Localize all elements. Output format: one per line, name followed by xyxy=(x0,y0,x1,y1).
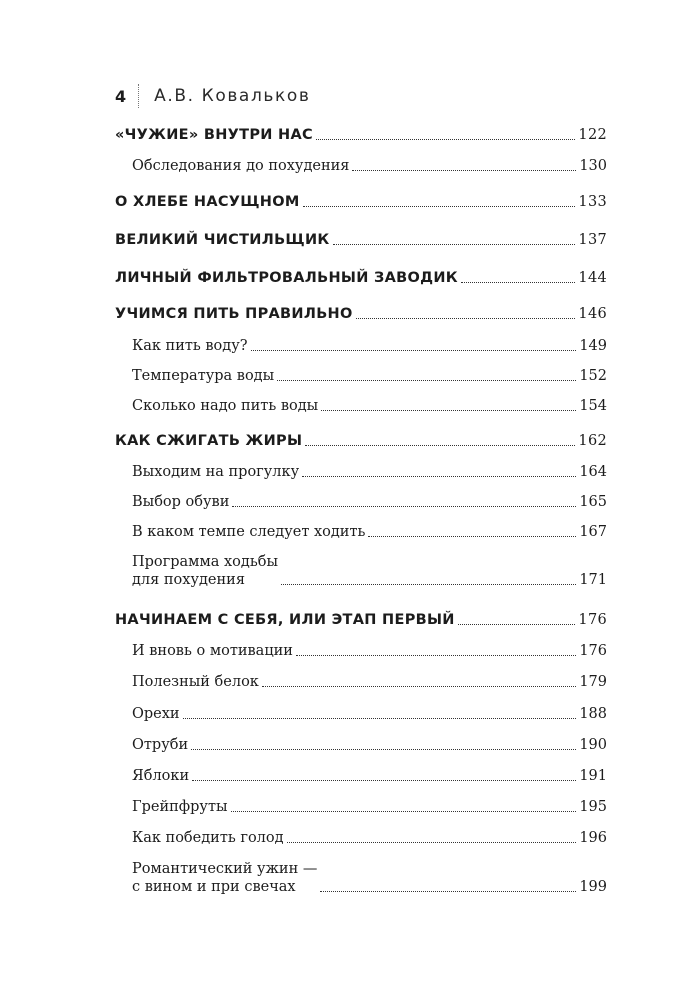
toc-title: Программа ходьбы для похудения xyxy=(132,554,278,588)
toc-page: 190 xyxy=(579,737,607,753)
toc-page: 146 xyxy=(578,306,607,322)
toc-subsection xyxy=(132,337,607,355)
leader-dots xyxy=(333,243,576,245)
page-number: 4 xyxy=(115,86,127,106)
leader-dots xyxy=(458,623,576,625)
leader-dots xyxy=(356,317,576,319)
toc-title: Как победить голод xyxy=(132,830,284,846)
toc-chapter xyxy=(115,231,607,249)
toc-chapter xyxy=(115,269,607,287)
toc-page: 122 xyxy=(578,127,607,143)
toc-title: Романтический ужин — с вином и при свечах xyxy=(132,861,318,895)
toc-title: КАК СЖИГАТЬ ЖИРЫ xyxy=(115,433,303,449)
leader-dots xyxy=(320,890,576,892)
toc-chapter xyxy=(115,432,607,450)
toc-title: Выходим на прогулку xyxy=(132,464,300,480)
toc-subsection xyxy=(132,860,607,896)
toc-title: Полезный белок xyxy=(132,674,259,690)
toc-title: «ЧУЖИЕ» ВНУТРИ НАС xyxy=(115,127,313,143)
leader-dots xyxy=(303,205,576,207)
toc-page: 165 xyxy=(579,494,607,510)
toc-title: ЛИЧНЫЙ ФИЛЬТРОВАЛЬНЫЙ ЗАВОДИК xyxy=(115,270,458,286)
toc-page: 133 xyxy=(578,194,607,210)
toc-subsection xyxy=(132,673,607,691)
leader-dots xyxy=(321,409,576,411)
toc-page: 179 xyxy=(579,674,607,690)
leader-dots xyxy=(192,779,576,781)
toc-page: 162 xyxy=(578,433,607,449)
toc-subsection xyxy=(132,705,607,723)
toc-subsection xyxy=(132,767,607,785)
toc-title: В каком темпе следует ходить xyxy=(132,524,366,540)
toc-page: 137 xyxy=(578,232,607,248)
leader-dots xyxy=(352,169,576,171)
toc-page: 195 xyxy=(579,799,607,815)
toc-chapter xyxy=(115,126,607,144)
toc-title: УЧИМСЯ ПИТЬ ПРАВИЛЬНО xyxy=(115,306,353,322)
toc-subsection xyxy=(132,829,607,847)
leader-dots xyxy=(251,349,577,351)
toc-page: 196 xyxy=(579,830,607,846)
toc-page: 144 xyxy=(578,270,607,286)
toc-page: 152 xyxy=(579,368,607,384)
toc-page: 164 xyxy=(579,464,607,480)
leader-dots xyxy=(232,505,576,507)
leader-dots xyxy=(368,535,576,537)
toc-title: И вновь о мотивации xyxy=(132,643,293,659)
toc-page: 191 xyxy=(579,768,607,784)
toc-subsection xyxy=(132,463,607,481)
toc-title: Выбор обуви xyxy=(132,494,230,510)
leader-dots xyxy=(231,810,577,812)
toc-subsection xyxy=(132,798,607,816)
leader-dots xyxy=(281,583,576,585)
toc-page: 130 xyxy=(579,158,607,174)
toc-title: Яблоки xyxy=(132,768,190,784)
leader-dots xyxy=(183,717,577,719)
toc-subsection xyxy=(132,736,607,754)
toc-page: 176 xyxy=(578,612,607,628)
toc-page: 171 xyxy=(579,572,607,588)
toc-title: ВЕЛИКИЙ ЧИСТИЛЬЩИК xyxy=(115,232,330,248)
leader-dots xyxy=(277,379,576,381)
toc-title: Орехи xyxy=(132,706,180,722)
toc-title: О ХЛЕБЕ НАСУЩНОМ xyxy=(115,194,300,210)
toc-page: 149 xyxy=(579,338,607,354)
toc-title: Грейпфруты xyxy=(132,799,228,815)
author-name: А.В. Ковальков xyxy=(154,86,311,106)
toc-title: НАЧИНАЕМ С СЕБЯ, ИЛИ ЭТАП ПЕРВЫЙ xyxy=(115,612,455,628)
toc-subsection xyxy=(132,642,607,660)
toc-subsection xyxy=(132,553,607,589)
toc-subsection xyxy=(132,493,607,511)
leader-dots xyxy=(302,475,576,477)
toc-page: 154 xyxy=(579,398,607,414)
toc-chapter xyxy=(115,611,607,629)
toc-chapter xyxy=(115,193,607,211)
toc-title: Как пить воду? xyxy=(132,338,248,354)
toc-page: 176 xyxy=(579,643,607,659)
toc-page: 167 xyxy=(579,524,607,540)
toc-chapter xyxy=(115,305,607,323)
leader-dots xyxy=(287,841,577,843)
toc-subsection xyxy=(132,397,607,415)
toc-page: 188 xyxy=(579,706,607,722)
leader-dots xyxy=(316,138,575,140)
toc-subsection xyxy=(132,157,607,175)
toc-title: Обследования до похудения xyxy=(132,158,350,174)
header-divider xyxy=(138,84,139,108)
leader-dots xyxy=(461,281,576,283)
toc-title: Отруби xyxy=(132,737,189,753)
toc-subsection xyxy=(132,367,607,385)
toc-title: Температура воды xyxy=(132,368,275,384)
toc-subsection xyxy=(132,523,607,541)
leader-dots xyxy=(191,748,576,750)
toc-page: 199 xyxy=(579,879,607,895)
leader-dots xyxy=(296,654,576,656)
toc-title: Сколько надо пить воды xyxy=(132,398,319,414)
leader-dots xyxy=(262,685,576,687)
running-header xyxy=(115,85,311,107)
leader-dots xyxy=(305,444,575,446)
